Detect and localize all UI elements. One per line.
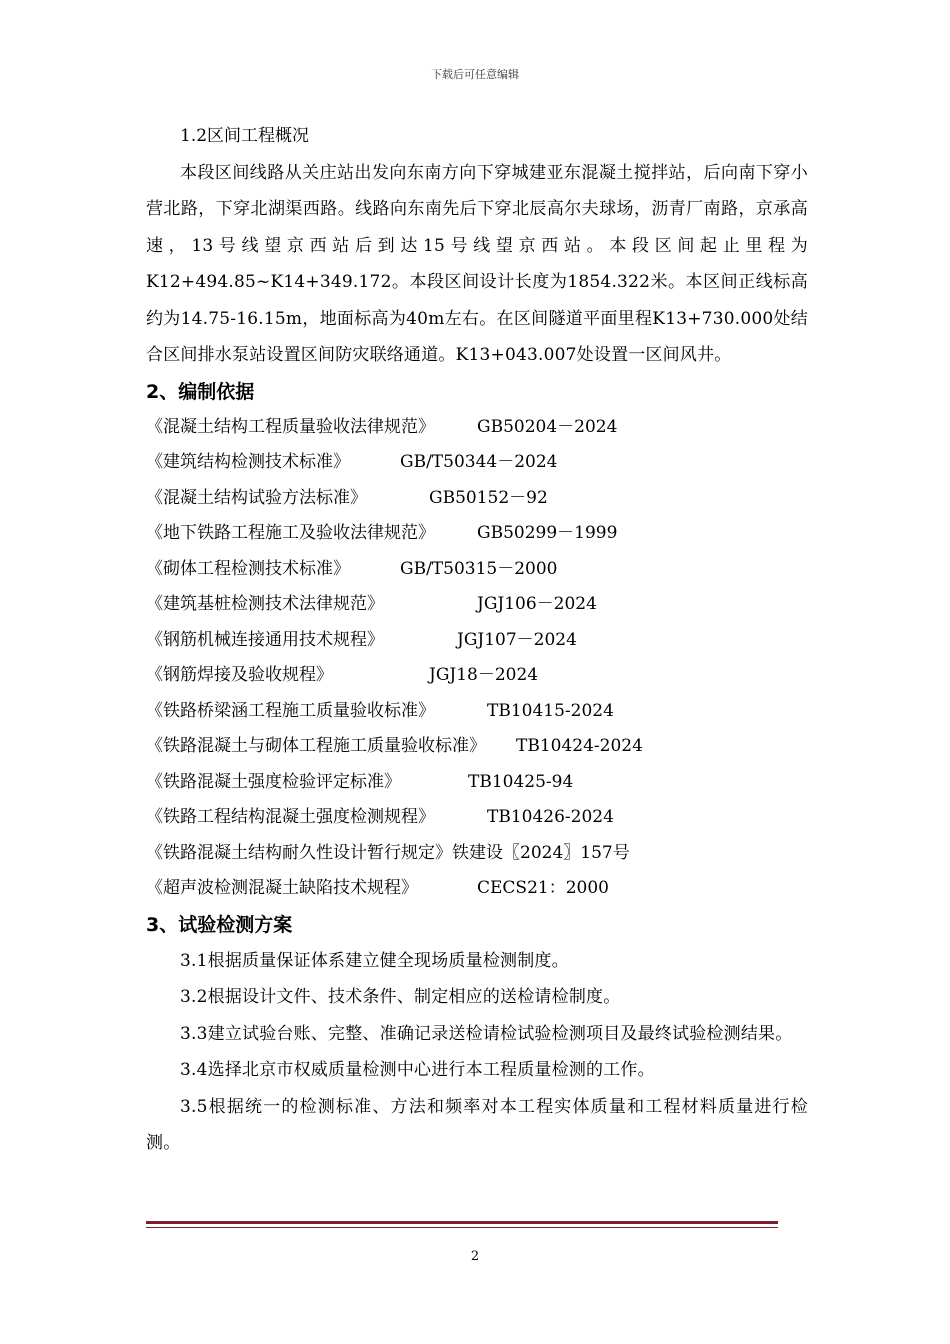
- reference-item: [146, 587, 808, 623]
- reference-title: 《钢筋焊接及验收规程》: [146, 665, 333, 685]
- reference-title: 《铁路混凝土强度检验评定标准》: [146, 771, 401, 792]
- document-body: [146, 118, 808, 1162]
- reference-item: [146, 871, 808, 907]
- reference-title: 《超声波检测混凝土缺陷技术规程》: [146, 878, 418, 898]
- reference-title: 《铁路混凝土结构耐久性设计暂行规定》: [146, 842, 452, 863]
- plan-item: 3.1根据质量保证体系建立健全现场质量检测制度。: [180, 950, 569, 971]
- reference-code: GB50204－2024: [477, 416, 618, 437]
- reference-code: GB50299－1999: [477, 523, 618, 543]
- reference-title: 《砌体工程检测技术标准》: [146, 558, 350, 579]
- page-header: 下载后可任意编辑: [431, 68, 519, 81]
- reference-code: JGJ18－2024: [429, 665, 539, 685]
- footer-divider-thin: [146, 1227, 778, 1228]
- reference-code: JGJ107－2024: [457, 629, 577, 650]
- section-1-2-title: 1.2区间工程概况: [180, 126, 310, 146]
- plan-item: 3.4选择北京市权威质量检测中心进行本工程质量检测的工作。: [180, 1060, 655, 1080]
- reference-code: GB/T50344－2024: [400, 452, 558, 472]
- reference-code: GB/T50315－2000: [400, 558, 558, 579]
- reference-title: 《钢筋机械连接通用技术规程》: [146, 629, 384, 650]
- reference-code: TB10426-2024: [487, 807, 614, 827]
- page-number: 2: [470, 1249, 480, 1264]
- reference-title: 《建筑结构检测技术标准》: [146, 452, 350, 472]
- reference-title: 《铁路工程结构混凝土强度检测规程》: [146, 807, 435, 827]
- plan-item: 3.2根据设计文件、技术条件、制定相应的送检请检制度。: [180, 987, 621, 1007]
- reference-code: TB10415-2024: [487, 700, 614, 721]
- reference-code: TB10424-2024: [516, 736, 643, 756]
- reference-item: [146, 765, 808, 801]
- reference-code: 铁建设〖2024〗157号: [452, 842, 630, 863]
- reference-item: [146, 800, 808, 836]
- section-1-2-body: 本段区间线路从关庄站出发向东南方向下穿城建亚东混凝土搅拌站，后向南下穿小营北路，下穿北湖渠西路。线路向东南先后下穿北辰高尔夫球场，沥青厂南路，京承高速，13号线望京西站后到达15号线望京西站。本段区间起止里程为K12+494.85~K14+349.172。本段区间设计长度为1854.322米。本区间正线标高约为14.75-16.15m，地面标高为40m左右。在区间隧道平面里程K13+730.000处结合区间排水泵站设置区间防灾联络通道。K13+043.007处设置一区间风井。: [146, 162, 808, 365]
- reference-item: [146, 445, 808, 481]
- plan-item: 3.3建立试验台账、完整、准确记录送检请检试验检测项目及最终试验检测结果。: [180, 1023, 793, 1044]
- plan-item: 3.5根据统一的检测标准、方法和频率对本工程实体质量和工程材料质量进行检测。: [146, 1096, 808, 1153]
- reference-title: 《地下铁路工程施工及验收法律规范》: [146, 523, 435, 543]
- reference-item: [146, 552, 808, 588]
- reference-item: [146, 481, 808, 517]
- reference-title: 《混凝土结构试验方法标准》: [146, 487, 367, 508]
- reference-item: [146, 623, 808, 659]
- section-3-heading: 3、试验检测方案: [146, 913, 293, 936]
- reference-item: [146, 694, 808, 730]
- reference-code: JGJ106－2024: [477, 594, 597, 614]
- reference-item: [146, 836, 808, 872]
- reference-item: [146, 516, 808, 552]
- reference-code: GB50152－92: [429, 487, 548, 508]
- reference-title: 《铁路桥梁涵工程施工质量验收标准》: [146, 700, 435, 721]
- section-2-heading: 2、编制依据: [146, 380, 255, 403]
- reference-item: [146, 410, 808, 446]
- reference-code: TB10425-94: [468, 771, 574, 792]
- reference-code: CECS21：2000: [477, 878, 609, 898]
- footer-divider: [146, 1221, 778, 1224]
- reference-item: [146, 729, 808, 765]
- reference-list: [146, 410, 808, 907]
- reference-title: 《建筑基桩检测技术法律规范》: [146, 594, 384, 614]
- reference-item: [146, 658, 808, 694]
- reference-title: 《铁路混凝土与砌体工程施工质量验收标准》: [146, 736, 486, 756]
- reference-title: 《混凝土结构工程质量验收法律规范》: [146, 416, 435, 437]
